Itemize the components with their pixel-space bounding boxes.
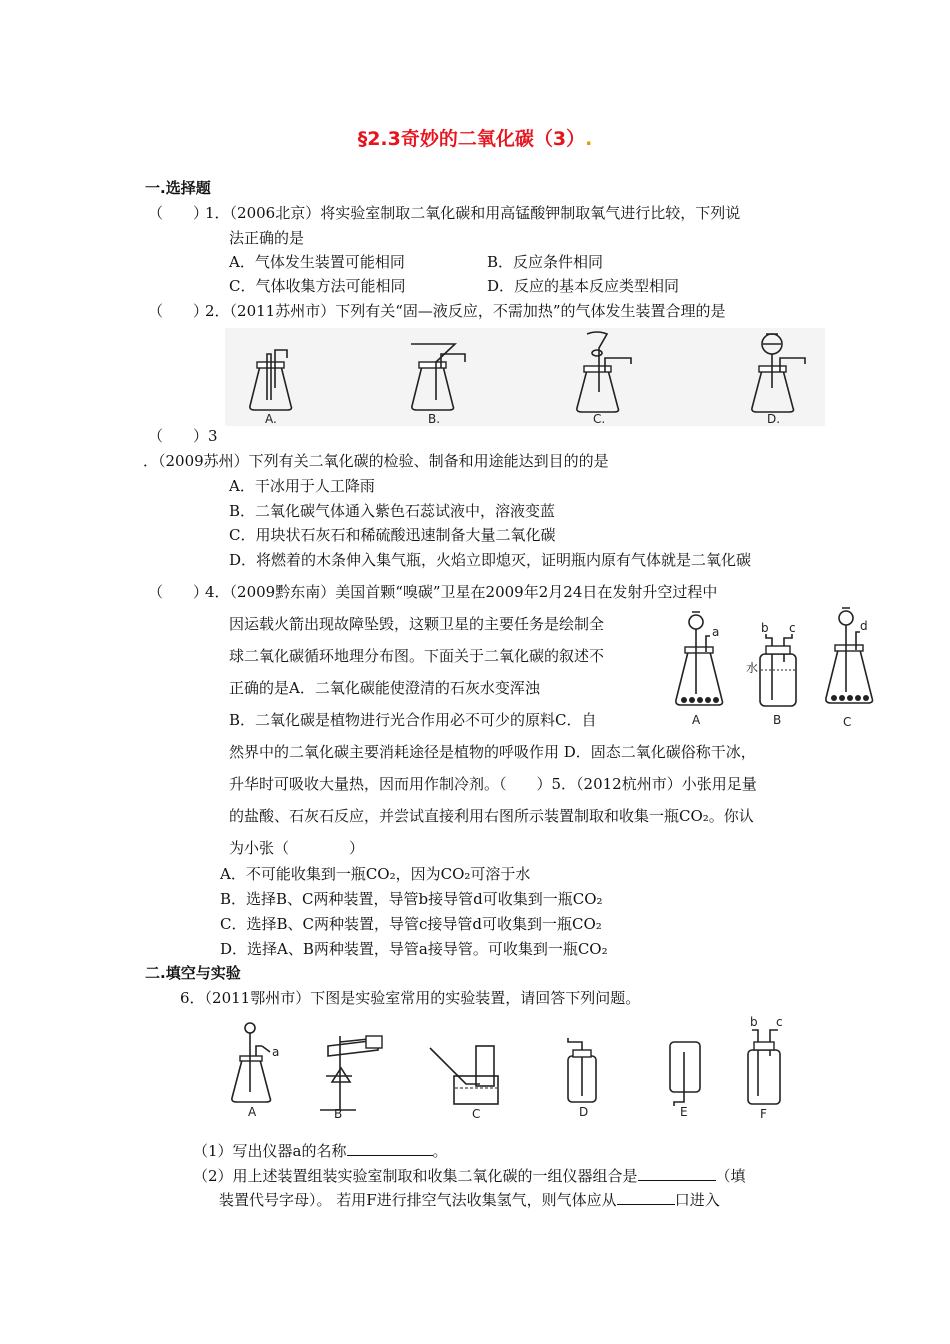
q4-line-9: 为小张（ ） [229,839,365,857]
q5-label-a: a [712,625,720,639]
q4-line-1: 4．（2009黔东南）美国首颗“嗅碳”卫星在2009年2月24日在发射升空过程中 [205,583,718,601]
q2-label-c: C. [593,412,606,426]
q6-label-F: F [760,1107,767,1121]
q2-label-d: D. [767,412,781,426]
q6-sub2-blank-1[interactable] [638,1165,716,1181]
section-choice-heading: 一.选择题 [145,179,211,197]
q1-option-c: C．气体收集方法可能相同 [229,277,406,295]
q1-option-d: D．反应的基本反应类型相同 [487,277,680,295]
page-title: §2.3奇妙的二氧化碳（3）. [357,128,593,150]
q6-sub2-blank-2[interactable] [617,1189,675,1205]
q2-stem: 2．（2011苏州市）下列有关“固—液反应，不需加热”的气体发生装置合理的是 [205,302,726,320]
q4-line-3: 球二氧化碳循环地理分布图。下面关于二氧化碳的叙述不 [229,647,605,665]
q4-line-4: 正确的是A．二氧化碳能使澄清的石灰水变浑浊 [229,679,540,697]
q4-line-6: 然界中的二氧化碳主要消耗途径是植物的呼吸作用 D．固态二氧化碳俗称干冰， [229,743,756,761]
q6-label-B: B [334,1107,343,1121]
q2-apparatus-figure [225,328,825,428]
q4-line-7: 升华时可吸收大量热，因而用作制冷剂。（ ）5．（2012杭州市）小张用足量 [229,775,757,793]
q1-stem: 1．（2006北京）将实验室制取二氧化碳和用高锰酸钾制取氧气进行比较，下列说 [205,204,741,222]
q2-label-b: B. [428,412,441,426]
q6-stem: 6．（2011鄂州市）下图是实验室常用的实验装置，请回答下列问题。 [180,989,641,1007]
q5-label-water: 水 [746,661,759,675]
q2-label-a: A. [265,412,277,426]
q3-option-d: D．将燃着的木条伸入集气瓶，火焰立即熄灭，证明瓶内原有气体就是二氧化碳 [229,551,752,569]
q6-sub1-blank[interactable] [347,1140,433,1156]
q6-apparatus-figure [228,1015,808,1121]
q3-option-a: A．干冰用于人工降雨 [229,477,375,495]
q4-answer-paren: （ ） [148,583,209,601]
q6-label-A: A [248,1105,257,1119]
q5-label-d: d [860,619,868,633]
q1-option-b: B．反应条件相同 [487,253,604,271]
q5-label-A: A [692,713,701,727]
q6-label-C: C [472,1107,481,1121]
q1-answer-paren: （ ） [148,204,209,222]
q5-apparatus-figure [668,600,878,735]
q5-option-b: B．选择B、C两种装置，导管b接导管d可收集到一瓶CO₂ [220,890,603,908]
q6-label-a: a [272,1045,280,1059]
q4-line-5: B．二氧化碳是植物进行光合作用必不可少的原料C．自 [229,711,597,729]
q4-line-8: 的盐酸、石灰石反应，并尝试直接利用右图所示装置制取和收集一瓶CO₂。你认 [229,807,754,825]
q5-label-b: b [761,621,769,635]
q3-option-b: B．二氧化碳气体通入紫色石蕊试液中，溶液变蓝 [229,502,556,520]
q6-sub1: （1）写出仪器a的名称 。 [193,1142,448,1160]
q6-label-E: E [680,1105,688,1119]
q5-option-a: A．不可能收集到一瓶CO₂，因为CO₂可溶于水 [220,865,531,883]
section-fill-heading: 二.填空与实验 [145,964,241,982]
q3-option-c: C．用块状石灰石和稀硫酸迅速制备大量二氧化碳 [229,526,556,544]
q6-label-D: D [579,1105,589,1119]
q5-label-B: B [773,713,782,727]
q5-option-d: D．选择A、B两种装置，导管a接导管。可收集到一瓶CO₂ [220,940,608,958]
q6-sub2: （2）用上述装置组装实验室制取和收集二氧化碳的一组仪器组合是 （填 [193,1167,746,1185]
q6-label-b: b [750,1015,758,1029]
q3-answer-paren: （ ）3 [148,427,218,445]
q4-line-2: 因运载火箭出现故障坠毁，这颗卫星的主要任务是绘制全 [229,615,605,633]
q5-option-c: C．选择B、C两种装置，导管c接导管d可收集到一瓶CO₂ [220,915,602,933]
q3-stem: ．（2009苏州）下列有关二氧化碳的检验、制备和用途能达到目的的是 [143,452,609,470]
q6-sub2-cont: 装置代号字母）。 若用F进行排空气法收集氢气，则气体应从 口进入 [219,1191,720,1209]
q1-stem-cont: 法正确的是 [229,229,305,247]
q1-option-a: A．气体发生装置可能相同 [229,253,405,271]
q6-label-c: c [776,1015,783,1029]
q5-label-C: C [843,715,852,729]
q2-answer-paren: （ ） [148,302,209,320]
q5-label-c: c [789,621,796,635]
